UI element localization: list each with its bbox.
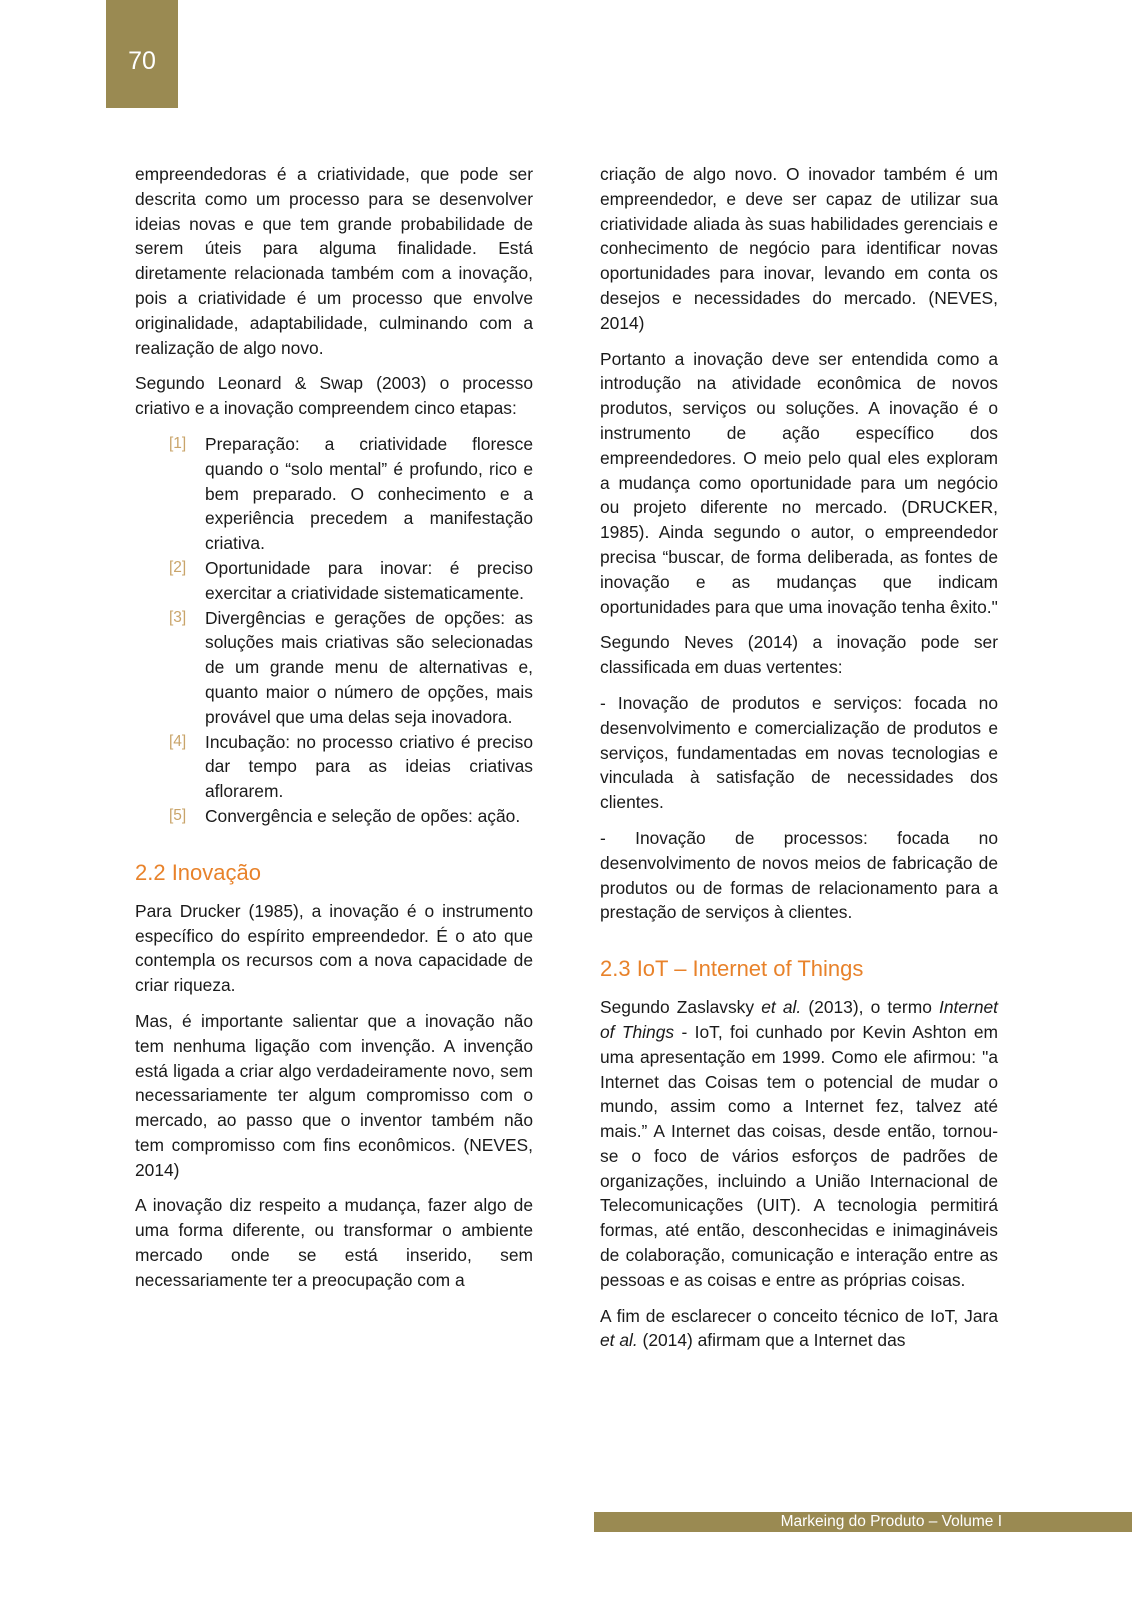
list-number: [3]	[169, 608, 187, 626]
paragraph: Segundo Leonard & Swap (2003) o processo criativo e a inovação compreendem cinco etapas:	[135, 373, 533, 419]
list-item	[169, 804, 533, 829]
left-column	[135, 162, 533, 1304]
list-item	[169, 606, 533, 730]
text-run: (2013), o termo	[801, 997, 940, 1018]
footer-title: Markeing do Produto – Volume I	[780, 1513, 1002, 1530]
list-item	[169, 730, 533, 804]
paragraph: Segundo Neves (2014) a inovação pode ser classificada em duas vertentes:	[600, 632, 998, 678]
paragraph: empreendedoras é a criatividade, que pode ser descrita como um processo para se desenvolver ideias novas e que tem grande probabilidade de serem úteis para alguma finalidade. Está diretamente relacionada também com a inovação, pois a criatividade é um processo que envolve originalidade, adaptabilidade, culminando com a realização de algo novo.	[135, 164, 533, 358]
list-number: [5]	[169, 806, 187, 824]
list-number: [4]	[169, 732, 187, 750]
footer-bar	[594, 1512, 1132, 1532]
paragraph: - Inovação de produtos e serviços: focada no desenvolvimento e comercialização de produtos e serviços, fundamentadas em novas tecnologias e vinculada à satisfação de necessidades dos clientes.	[600, 692, 998, 813]
section-heading-iot: 2.3 IoT – Internet of Things	[600, 956, 864, 982]
paragraph: Portanto a inovação deve ser entendida como a introdução na atividade econômica de novos produtos, serviços ou soluções. A inovação é o instrumento de ação específico dos empreendedores. O meio pelo qual eles exploram a mudança como oportunidade para um negócio ou projeto diferente no mercado. (DRUCKER, 1985). Ainda segundo o autor, o empreendedor precisa “buscar, de forma deliberada, as fontes de inovação e as mudanças que indicam oportunidades para que uma inovação tenha êxito."	[600, 348, 998, 617]
text-run: (2014) afirmam que a Internet das	[637, 1330, 906, 1351]
list-item-text: Divergências e gerações de opções: as soluções mais criativas são selecionadas de um grande menu de alternativas e, quanto maior o número de opções, mais provável que uma delas seja inovadora.	[205, 607, 533, 727]
paragraph	[600, 995, 998, 1293]
italic-text: et al.	[761, 997, 802, 1018]
right-column	[600, 162, 998, 1364]
list-item-text: Incubação: no processo criativo é preciso dar tempo para as ideias criativas aflorarem.	[205, 731, 533, 802]
paragraph: Para Drucker (1985), a inovação é o instrumento específico do espírito empreendedor. É o ato que contempla os recursos com a nova capacidade de criar riqueza.	[135, 900, 533, 996]
paragraph: Mas, é importante salientar que a inovação não tem nenhuma ligação com invenção. A invenção está ligada a criar algo verdadeiramente novo, sem necessariamente ter algum compromisso com o mercado, ao passo que o inventor também não tem compromisso com fins econômicos. (NEVES, 2014)	[135, 1010, 533, 1180]
list-item-text: Convergência e seleção de opões: ação.	[205, 805, 521, 826]
italic-text: Internet of Things	[600, 997, 998, 1042]
list-item-text: Preparação: a criatividade floresce quando o “solo mental” é profundo, rico e bem preparado. O conhecimento e a experiência precedem a manifestação criativa.	[205, 433, 533, 554]
paragraph: - Inovação de processos: focada no desenvolvimento de novos meios de fabricação de produtos ou de formas de relacionamento para a prestação de serviços à clientes.	[600, 827, 998, 923]
list-item-text: Oportunidade para inovar: é preciso exercitar a criatividade sistematicamente.	[205, 557, 533, 603]
creative-process-steps	[135, 432, 533, 829]
page-number: 70	[128, 46, 156, 75]
paragraph: criação de algo novo. O inovador também é um empreendedor, e deve ser capaz de utilizar sua criatividade aliada às suas habilidades gerenciais e conhecimento de negócio para identificar novas oportunidades para inovar, levando em conta os desejos e necessidades do mercado. (NEVES, 2014)	[600, 164, 998, 333]
list-number: [2]	[169, 558, 187, 576]
text-run: - IoT, foi cunhado por Kevin Ashton em uma apresentação em 1999. Como ele afirmou: "a Internet das Coisas tem o potencial de mudar o mundo, assim como a Internet fez, talvez até mais.” A Internet das coisas, desde então, tornou-se o foco de vários esforços de padrões de organizações, incluindo a União Internacional de Telecomunicações (UIT). A tecnologia permitirá formas, até então, desconhecidas e inimagináveis de colaboração, comunicação e interação entre as pessoas e as coisas e entre as próprias coisas.	[600, 1021, 998, 1290]
page-number-tab	[106, 0, 178, 108]
text-run: A fim de esclarecer o conceito técnico de IoT, Jara	[600, 1305, 998, 1326]
paragraph: A inovação diz respeito a mudança, fazer algo de uma forma diferente, ou transformar o ambiente mercado onde se está inserido, sem necessariamente ter a preocupação com a	[135, 1195, 533, 1290]
section-heading-inovacao: 2.2 Inovação	[135, 859, 261, 885]
list-item	[169, 556, 533, 606]
italic-text: et al.	[600, 1330, 638, 1351]
paragraph	[600, 1304, 998, 1354]
list-item	[169, 432, 533, 556]
text-run: Segundo Zaslavsky	[600, 997, 762, 1018]
list-number: [1]	[169, 434, 187, 452]
